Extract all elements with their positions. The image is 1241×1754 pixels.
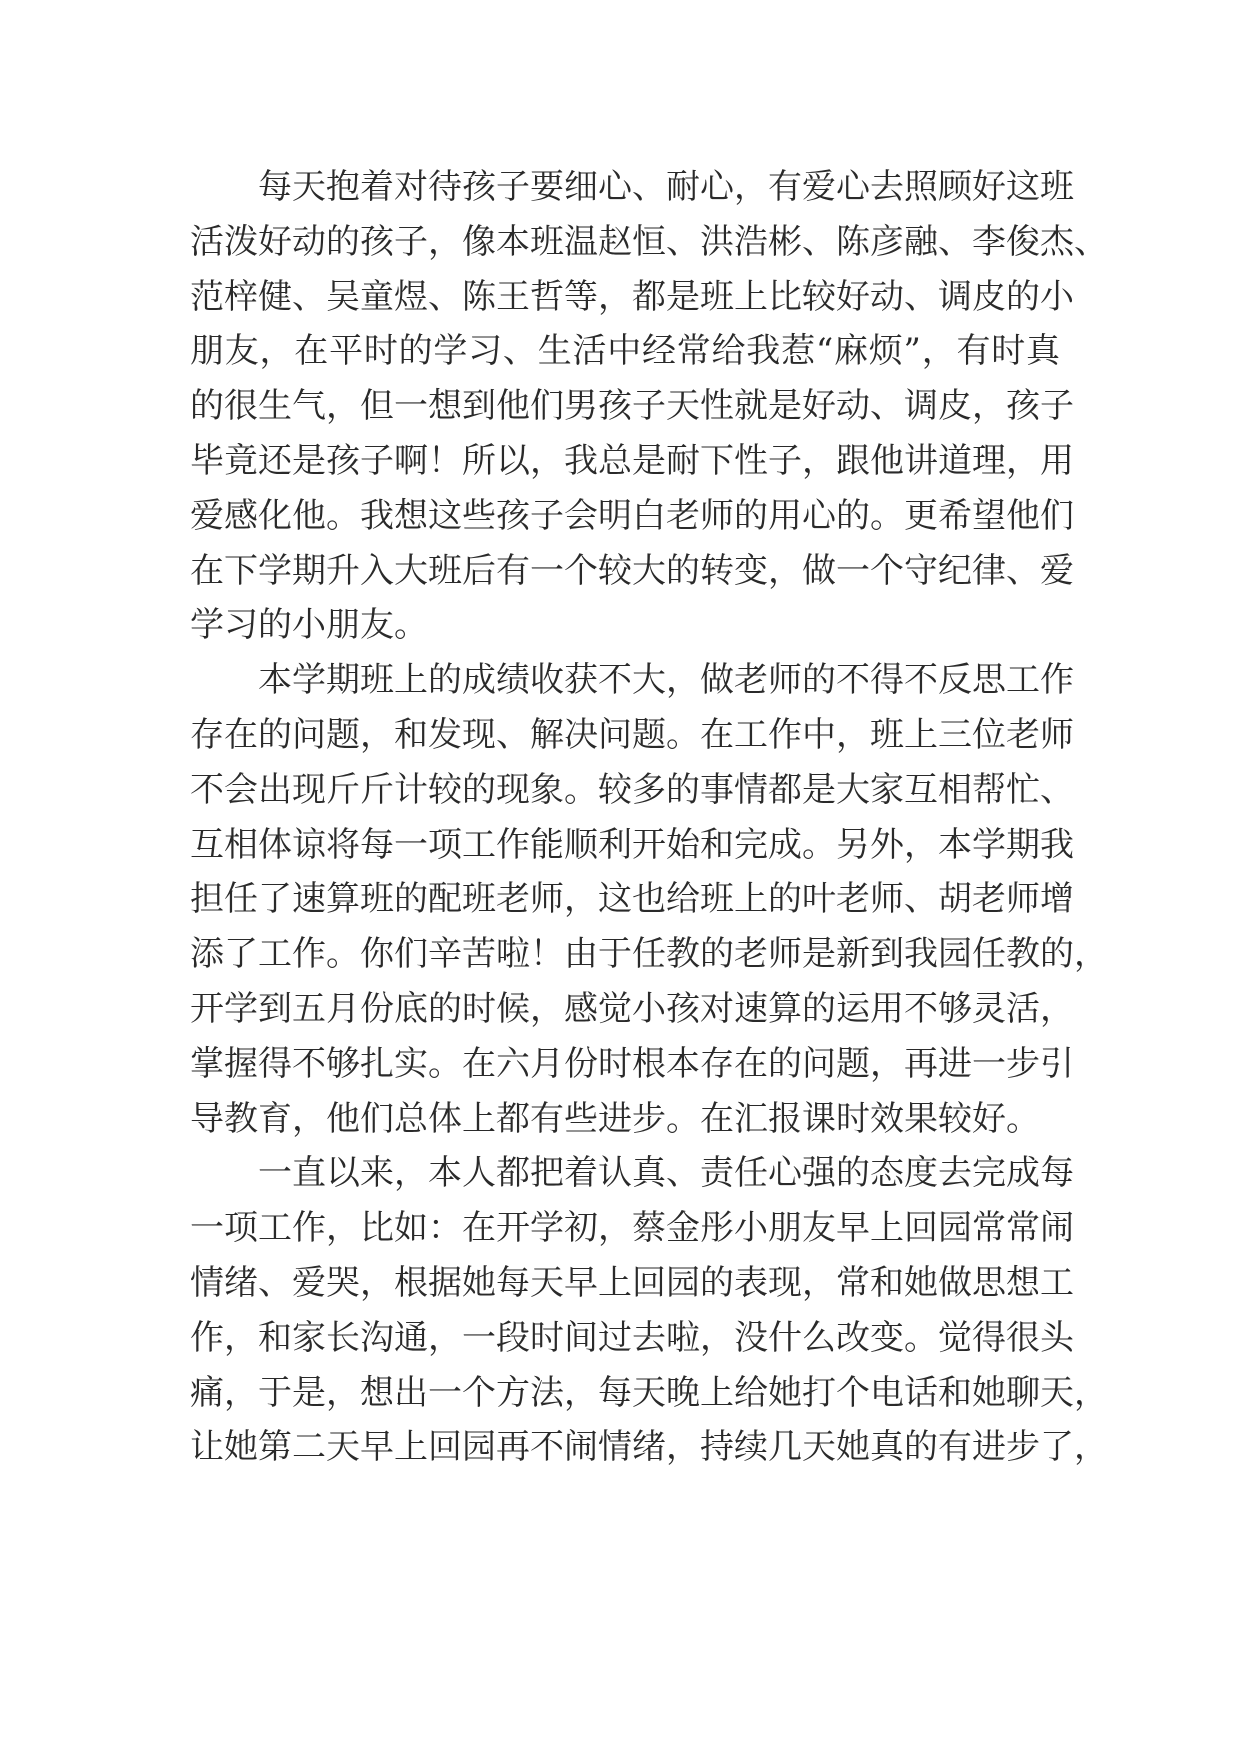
paragraph-3 bbox=[190, 1146, 1108, 1475]
text-line: 本学期班上的成绩收获不大，做老师的不得不反思工作 bbox=[258, 660, 1074, 701]
text-line: 作，和家长沟通，一段时间过去啦，没什么改变。觉得很头 bbox=[190, 1317, 1074, 1358]
text-line: 朋友，在平时的学习、生活中经常给我惹“麻烦”，有时真 bbox=[190, 331, 1060, 372]
text-line: 让她第二天早上回园再不闹情绪，持续几天她真的有进步了， bbox=[190, 1427, 1108, 1468]
text-line: 担任了速算班的配班老师，这也给班上的叶老师、胡老师增 bbox=[190, 879, 1074, 920]
document-body bbox=[190, 160, 1108, 1475]
text-line: 毕竟还是孩子啊！所以，我总是耐下性子，跟他讲道理，用 bbox=[190, 440, 1074, 481]
text-line: 范梓健、吴童煜、陈王哲等，都是班上比较好动、调皮的小 bbox=[190, 276, 1074, 317]
text-line: 在下学期升入大班后有一个较大的转变，做一个守纪律、爱 bbox=[190, 550, 1074, 591]
text-line: 导教育，他们总体上都有些进步。在汇报课时效果较好。 bbox=[190, 1098, 1040, 1139]
text-line: 痛，于是，想出一个方法，每天晚上给她打个电话和她聊天， bbox=[190, 1372, 1108, 1413]
paragraph-2 bbox=[190, 653, 1108, 1146]
text-line: 学习的小朋友。 bbox=[190, 605, 428, 646]
text-line: 每天抱着对待孩子要细心、耐心，有爱心去照顾好这班 bbox=[258, 167, 1074, 207]
text-line: 开学到五月份底的时候，感觉小孩对速算的运用不够灵活， bbox=[190, 988, 1074, 1029]
text-line: 存在的问题，和发现、解决问题。在工作中，班上三位老师 bbox=[190, 714, 1074, 755]
text-line: 情绪、爱哭，根据她每天早上回园的表现，常和她做思想工 bbox=[190, 1262, 1074, 1303]
text-line: 掌握得不够扎实。在六月份时根本存在的问题，再进一步引 bbox=[190, 1043, 1074, 1084]
text-line: 不会出现斤斤计较的现象。较多的事情都是大家互相帮忙、 bbox=[190, 769, 1074, 810]
text-line: 一项工作，比如：在开学初，蔡金彤小朋友早上回园常常闹 bbox=[190, 1208, 1074, 1249]
text-line: 爱感化他。我想这些孩子会明白老师的用心的。更希望他们 bbox=[190, 495, 1074, 536]
text-line: 活泼好动的孩子，像本班温赵恒、洪浩彬、陈彦融、李俊杰、 bbox=[190, 221, 1108, 262]
text-line: 添了工作。你们辛苦啦！由于任教的老师是新到我园任教的， bbox=[190, 934, 1108, 975]
paragraph-1 bbox=[190, 160, 1108, 653]
text-line: 的很生气，但一想到他们男孩子天性就是好动、调皮，孩子 bbox=[190, 386, 1074, 427]
text-line: 一直以来，本人都把着认真、责任心强的态度去完成每 bbox=[258, 1153, 1074, 1194]
text-line: 互相体谅将每一项工作能顺利开始和完成。另外，本学期我 bbox=[190, 824, 1074, 865]
